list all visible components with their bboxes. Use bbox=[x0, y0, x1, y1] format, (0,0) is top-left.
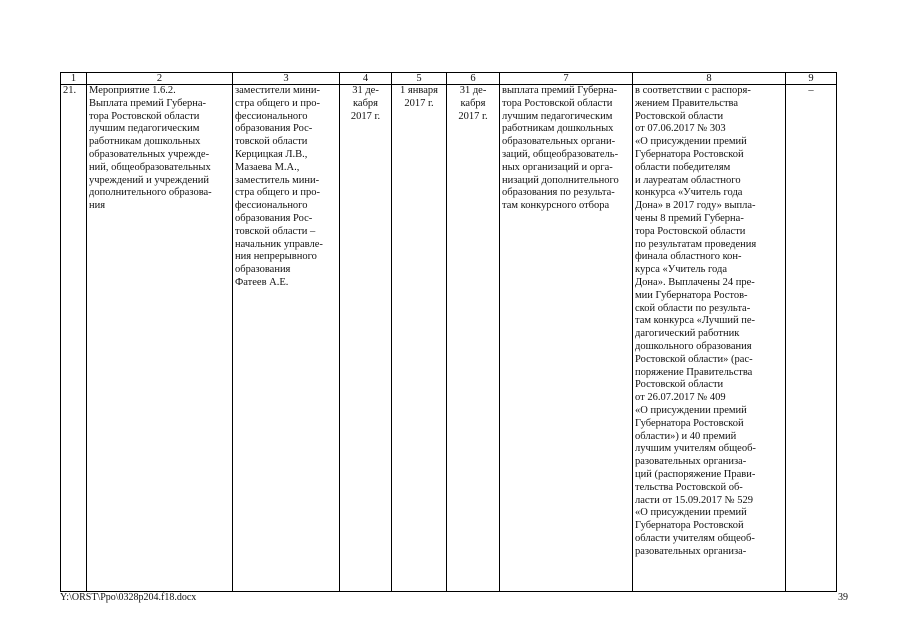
cell-text-line: дагогический работник bbox=[635, 328, 740, 340]
cell-text-line: поряжение Правительства bbox=[635, 366, 753, 378]
header-cell-2: 2 bbox=[87, 73, 233, 85]
actual-result-cell bbox=[633, 85, 786, 592]
cell-text-line: Дона». Выплачены 24 пре- bbox=[635, 276, 755, 288]
cell-text-line: лучшим педагогическим bbox=[89, 123, 200, 135]
cell-text-line: Керцицкая Л.В., bbox=[235, 148, 308, 160]
cell-text-line: по результатам проведения bbox=[635, 238, 757, 250]
cell-text-line: низаций дополнительного bbox=[502, 174, 619, 186]
cell-text-line: 21. bbox=[63, 85, 77, 96]
measure-name-cell bbox=[87, 85, 233, 592]
cell-text-line: кабря bbox=[352, 97, 379, 109]
cell-text-line: Ростовской области bbox=[635, 110, 724, 122]
cell-text-line: Мазаева М.А., bbox=[235, 161, 300, 173]
header-cell-5: 5 bbox=[392, 73, 447, 85]
cell-text-line: от 07.06.2017 № 303 bbox=[635, 123, 726, 135]
cell-text-line: – bbox=[808, 85, 814, 96]
cell-text-line: «О присуждении премий bbox=[635, 136, 747, 148]
footer-page-number: 39 bbox=[838, 592, 848, 603]
planned-start-date-cell bbox=[340, 85, 392, 592]
cell-text-line: лучшим учителям общеоб- bbox=[635, 443, 756, 455]
cell-text-line: Ростовской области» (рас- bbox=[635, 353, 753, 365]
cell-text-line: финала областного кон- bbox=[635, 251, 742, 263]
cell-text-line: ния непрерывного bbox=[235, 251, 317, 263]
cell-text-line: ласти от 15.09.2017 № 529 bbox=[635, 494, 753, 506]
cell-text-line: работникам дошкольных bbox=[502, 123, 614, 135]
cell-text-line: заместители мини- bbox=[235, 85, 320, 96]
cell-text-line: ных организаций и орга- bbox=[502, 161, 613, 173]
cell-text-line: чены 8 премий Губерна- bbox=[635, 212, 744, 224]
cell-text-line: фессионального bbox=[235, 110, 308, 122]
header-cell-8: 8 bbox=[633, 73, 786, 85]
footer-file-path: Y:\ORST\Ppo\0328p204.f18.docx bbox=[60, 592, 197, 603]
cell-text-line: 31 де- bbox=[459, 85, 487, 96]
cell-text-line: товской области – bbox=[235, 225, 316, 237]
cell-text-line: тора Ростовской области bbox=[89, 110, 200, 122]
table-header-row bbox=[61, 73, 837, 85]
measures-table bbox=[60, 72, 837, 592]
header-cell-3: 3 bbox=[233, 73, 340, 85]
cell-text-line: кабря bbox=[460, 97, 486, 109]
cell-text-line: в соответствии с распоря- bbox=[635, 85, 751, 96]
table-row bbox=[61, 85, 837, 592]
cell-text-line: ций (распоряжение Прави- bbox=[635, 468, 756, 480]
cell-text-line: образовательных учрежде- bbox=[89, 148, 210, 160]
cell-text-line: лучшим педагогическим bbox=[502, 110, 613, 122]
cell-text-line: учреждений и учреждений bbox=[89, 174, 209, 186]
cell-text-line: ния bbox=[89, 200, 106, 212]
cell-text-line: 2017 г. bbox=[404, 97, 434, 109]
cell-text-line: стра общего и про- bbox=[235, 97, 321, 109]
header-cell-6: 6 bbox=[447, 73, 500, 85]
row-number-cell bbox=[61, 85, 87, 592]
cell-text-line: Дона» в 2017 году» выпла- bbox=[635, 200, 756, 212]
cell-text-line: образования по результа- bbox=[502, 187, 615, 199]
expected-result-cell bbox=[500, 85, 633, 592]
cell-text-line: Губернатора Ростовской bbox=[635, 520, 744, 532]
cell-text-line: заместитель мини- bbox=[235, 174, 320, 186]
cell-text-line: тора Ростовской области bbox=[635, 225, 746, 237]
cell-text-line: дополнительного образова- bbox=[89, 187, 212, 199]
cell-text-line: начальник управле- bbox=[235, 238, 323, 250]
cell-text-line: ний, общеобразовательных bbox=[89, 161, 211, 173]
header-cell-1: 1 bbox=[61, 73, 87, 85]
cell-text-line: товской области bbox=[235, 136, 308, 148]
cell-text-line: Губернатора Ростовской bbox=[635, 148, 744, 160]
cell-text-line: тора Ростовской области bbox=[502, 97, 613, 109]
cell-text-line: Фатеев А.Е. bbox=[235, 276, 289, 288]
cell-text-line: и лауреатам областного bbox=[635, 174, 741, 186]
cell-text-line: области учителям общеоб- bbox=[635, 532, 755, 544]
cell-text-line: мии Губернатора Ростов- bbox=[635, 289, 748, 301]
cell-text-line: Ростовской области bbox=[635, 379, 724, 391]
cell-text-line: там конкурса «Лучший пе- bbox=[635, 315, 755, 327]
cell-text-line: 2017 г. bbox=[458, 110, 488, 122]
cell-text-line: тельства Ростовской об- bbox=[635, 481, 743, 493]
responsible-persons-cell bbox=[233, 85, 340, 592]
end-date-cell bbox=[447, 85, 500, 592]
cell-text-line: 2017 г. bbox=[350, 110, 381, 122]
cell-text-line: образовательных органи- bbox=[502, 136, 616, 148]
cell-text-line: Выплата премий Губерна- bbox=[89, 97, 207, 109]
cell-text-line: 1 января bbox=[400, 85, 438, 96]
cell-text-line: конкурса «Учитель года bbox=[635, 187, 743, 199]
cell-text-line: Мероприятие 1.6.2. bbox=[89, 85, 176, 96]
header-cell-4: 4 bbox=[340, 73, 392, 85]
cell-text-line: дошкольного образования bbox=[635, 340, 752, 352]
cell-text-line: образования Рос- bbox=[235, 123, 313, 135]
cell-text-line: от 26.07.2017 № 409 bbox=[635, 392, 726, 404]
actual-start-date-cell bbox=[392, 85, 447, 592]
cell-text-line: образования bbox=[235, 264, 291, 276]
cell-text-line: разовательных организа- bbox=[635, 456, 747, 468]
cell-text-line: области победителям bbox=[635, 161, 731, 173]
note-cell bbox=[786, 85, 837, 592]
cell-text-line: там конкурсного отбора bbox=[502, 200, 610, 212]
cell-text-line: «О присуждении премий bbox=[635, 507, 747, 519]
header-cell-7: 7 bbox=[500, 73, 633, 85]
cell-text-line: разовательных организа- bbox=[635, 545, 747, 557]
cell-text-line: стра общего и про- bbox=[235, 187, 321, 199]
header-cell-9: 9 bbox=[786, 73, 837, 85]
cell-text-line: заций, общеобразователь- bbox=[502, 148, 619, 160]
cell-text-line: жением Правительства bbox=[635, 97, 739, 109]
cell-text-line: образования Рос- bbox=[235, 212, 313, 224]
cell-text-line: Губернатора Ростовской bbox=[635, 417, 744, 429]
cell-text-line: выплата премий Губерна- bbox=[502, 85, 617, 96]
cell-text-line: 31 де- bbox=[352, 85, 379, 96]
cell-text-line: фессионального bbox=[235, 200, 308, 212]
cell-text-line: курса «Учитель года bbox=[635, 264, 728, 276]
cell-text-line: «О присуждении премий bbox=[635, 404, 747, 416]
cell-text-line: области») и 40 премий bbox=[635, 430, 737, 442]
cell-text-line: ской области по результа- bbox=[635, 302, 751, 314]
cell-text-line: работникам дошкольных bbox=[89, 136, 201, 148]
